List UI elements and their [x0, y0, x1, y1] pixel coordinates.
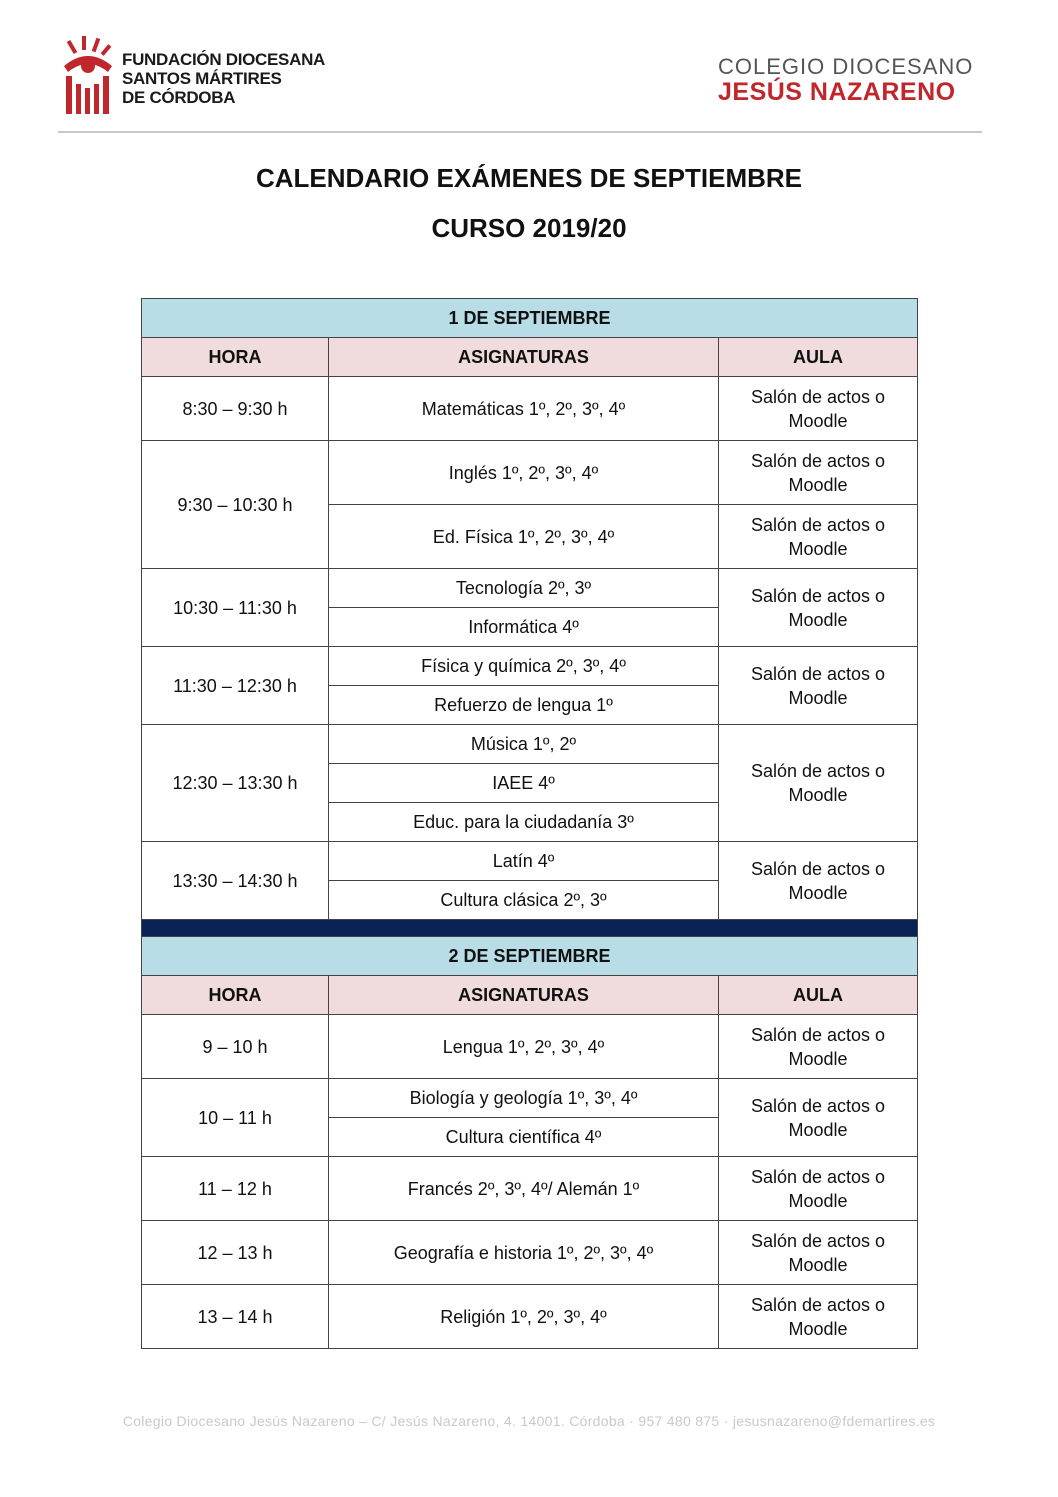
hour-cell: 12:30 – 13:30 h: [142, 725, 329, 842]
table-row: [142, 1079, 918, 1118]
day2-title: 2 DE SEPTIEMBRE: [142, 937, 918, 976]
table-row: [142, 842, 918, 881]
subject-cell: Lengua 1º, 2º, 3º, 4º: [329, 1015, 719, 1079]
foundation-emblem-icon: [62, 36, 118, 116]
page-header: [0, 0, 1058, 140]
subject-cell: Cultura científica 4º: [329, 1118, 719, 1157]
school-name-line-1: COLEGIO DIOCESANO: [718, 54, 974, 79]
subject-cell: Religión 1º, 2º, 3º, 4º: [329, 1285, 719, 1349]
hour-cell: 13:30 – 14:30 h: [142, 842, 329, 920]
day-header-row: [142, 937, 918, 976]
column-hora: HORA: [142, 338, 329, 377]
page-footer: Colegio Diocesano Jesús Nazareno – C/ Jesús Nazareno, 4. 14001. Córdoba · 957 480 875 · jesusnazareno@fdemartires.es: [122, 1413, 936, 1429]
aula-cell: Salón de actos o Moodle: [719, 1079, 918, 1157]
table-row: [142, 1221, 918, 1285]
page-title: CALENDARIO EXÁMENES DE SEPTIEMBRE: [255, 163, 803, 193]
school-logo: [718, 54, 978, 107]
subject-cell: Inglés 1º, 2º, 3º, 4º: [329, 441, 719, 505]
aula-cell: Salón de actos o Moodle: [719, 1285, 918, 1349]
column-asignaturas: ASIGNATURAS: [329, 976, 719, 1015]
hour-cell: 12 – 13 h: [142, 1221, 329, 1285]
table-row: [142, 377, 918, 441]
column-hora: HORA: [142, 976, 329, 1015]
subject-cell: Tecnología 2º, 3º: [329, 569, 719, 608]
subject-cell: Educ. para la ciudadanía 3º: [329, 803, 719, 842]
subject-cell: Música 1º, 2º: [329, 725, 719, 764]
aula-cell: Salón de actos o Moodle: [719, 505, 918, 569]
foundation-logo: [62, 36, 362, 116]
day-header-row: [142, 299, 918, 338]
aula-cell: Salón de actos o Moodle: [719, 1015, 918, 1079]
subject-cell: IAEE 4º: [329, 764, 719, 803]
table-row: [142, 647, 918, 686]
hour-cell: 10 – 11 h: [142, 1079, 329, 1157]
hour-cell: 11:30 – 12:30 h: [142, 647, 329, 725]
hour-cell: 11 – 12 h: [142, 1157, 329, 1221]
table-row: [142, 441, 918, 505]
hour-cell: 13 – 14 h: [142, 1285, 329, 1349]
aula-cell: Salón de actos o Moodle: [719, 842, 918, 920]
day-separator-bar: [142, 920, 918, 937]
foundation-line-2: SANTOS MÁRTIRES: [122, 69, 282, 88]
subject-cell: Geografía e historia 1º, 2º, 3º, 4º: [329, 1221, 719, 1285]
subject-cell: Ed. Física 1º, 2º, 3º, 4º: [329, 505, 719, 569]
hour-cell: 10:30 – 11:30 h: [142, 569, 329, 647]
table-row: [142, 569, 918, 608]
subject-cell: Latín 4º: [329, 842, 719, 881]
hour-cell: 9:30 – 10:30 h: [142, 441, 329, 569]
aula-cell: Salón de actos o Moodle: [719, 569, 918, 647]
subject-cell: Matemáticas 1º, 2º, 3º, 4º: [329, 377, 719, 441]
table-row: [142, 725, 918, 764]
subject-cell: Biología y geología 1º, 3º, 4º: [329, 1079, 719, 1118]
exam-calendar-table: [141, 298, 918, 1349]
day-separator: [142, 920, 918, 937]
foundation-line-3: DE CÓRDOBA: [122, 88, 236, 107]
foundation-line-1: FUNDACIÓN DIOCESANA: [122, 50, 326, 69]
aula-cell: Salón de actos o Moodle: [719, 377, 918, 441]
header-divider: [58, 131, 982, 133]
subject-cell: Refuerzo de lengua 1º: [329, 686, 719, 725]
foundation-name: [122, 50, 325, 107]
table-row: [142, 1157, 918, 1221]
subject-cell: Francés 2º, 3º, 4º/ Alemán 1º: [329, 1157, 719, 1221]
day1-title: 1 DE SEPTIEMBRE: [142, 299, 918, 338]
subject-cell: Informática 4º: [329, 608, 719, 647]
hour-cell: 8:30 – 9:30 h: [142, 377, 329, 441]
page-subtitle: CURSO 2019/20: [431, 213, 627, 243]
column-header-row: [142, 338, 918, 377]
column-asignaturas: ASIGNATURAS: [329, 338, 719, 377]
school-name-line-2: JESÚS NAZARENO: [718, 78, 956, 106]
aula-cell: Salón de actos o Moodle: [719, 1221, 918, 1285]
subject-cell: Física y química 2º, 3º, 4º: [329, 647, 719, 686]
hour-cell: 9 – 10 h: [142, 1015, 329, 1079]
aula-cell: Salón de actos o Moodle: [719, 1157, 918, 1221]
aula-cell: Salón de actos o Moodle: [719, 647, 918, 725]
column-aula: AULA: [719, 976, 918, 1015]
aula-cell: Salón de actos o Moodle: [719, 725, 918, 842]
table-row: [142, 1015, 918, 1079]
column-header-row: [142, 976, 918, 1015]
column-aula: AULA: [719, 338, 918, 377]
table-row: [142, 1285, 918, 1349]
subject-cell: Cultura clásica 2º, 3º: [329, 881, 719, 920]
aula-cell: Salón de actos o Moodle: [719, 441, 918, 505]
